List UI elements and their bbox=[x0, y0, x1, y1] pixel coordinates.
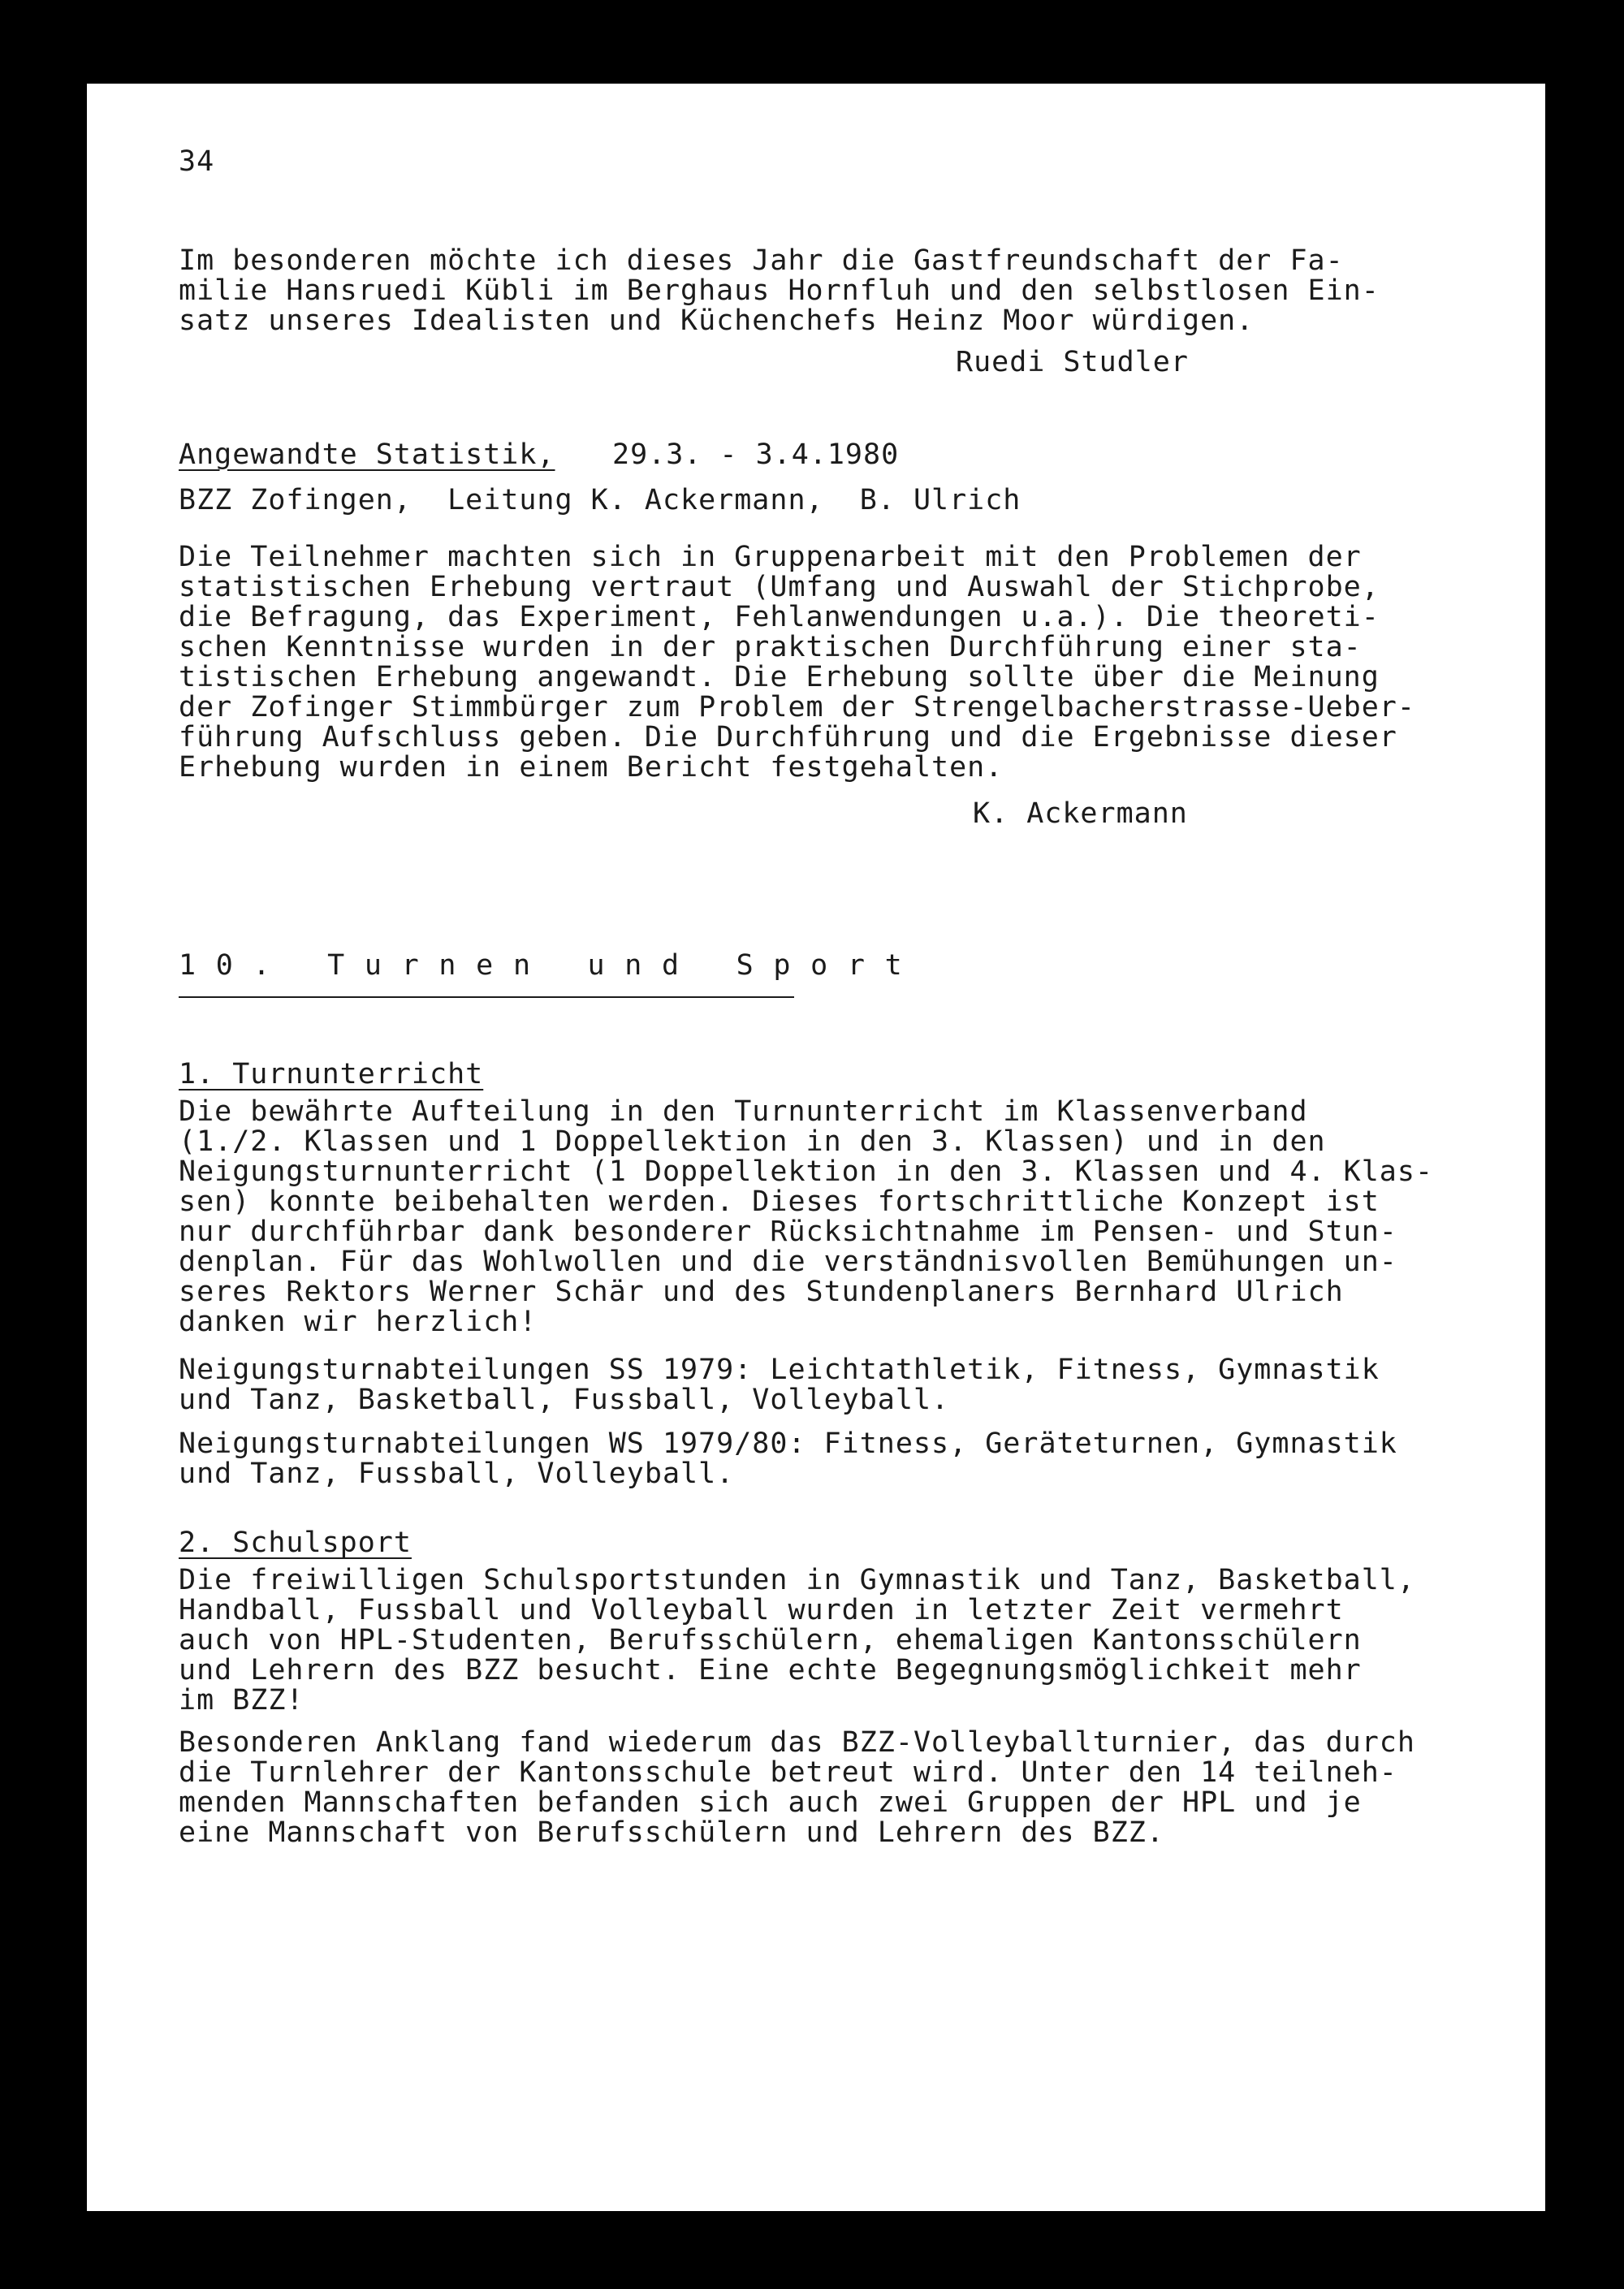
statistik-dates: 29.3. - 3.4.1980 bbox=[612, 438, 900, 471]
paragraph-line: und Lehrern des BZZ besucht. Eine echte Begegnungsmöglichkeit mehr bbox=[179, 1654, 1362, 1687]
paragraph-line: schen Kenntnisse wurden in der praktischen Durchführung einer sta- bbox=[179, 631, 1362, 663]
paragraph-line: menden Mannschaften befanden sich auch zwei Gruppen der HPL und je bbox=[179, 1786, 1362, 1819]
paragraph-line: eine Mannschaft von Berufsschülern und Lehrern des BZZ. bbox=[179, 1816, 1164, 1849]
paragraph-line: Die freiwilligen Schulsportstunden in Gymnastik und Tanz, Basketball, bbox=[179, 1564, 1415, 1596]
paragraph-line: Die Teilnehmer machten sich in Gruppenarbeit mit den Problemen der bbox=[179, 541, 1362, 573]
paragraph-line: Handball, Fussball und Volleyball wurden in letzter Zeit vermehrt bbox=[179, 1594, 1344, 1626]
studler-paragraph bbox=[179, 246, 1380, 336]
paragraph-line: Besonderen Anklang fand wiederum das BZZ-Volleyballturnier, das durch bbox=[179, 1726, 1415, 1759]
turnunterricht-paragraph bbox=[179, 1097, 1433, 1337]
paragraph-line: nur durchführbar dank besonderer Rücksichtnahme im Pensen- und Stun- bbox=[179, 1216, 1397, 1248]
paragraph-line: im BZZ! bbox=[179, 1684, 304, 1717]
paragraph-line: der Zofinger Stimmbürger zum Problem der Strengelbacherstrasse-Ueber- bbox=[179, 691, 1415, 723]
paragraph-line: Die bewährte Aufteilung in den Turnunterricht im Klassenverband bbox=[179, 1095, 1308, 1128]
paragraph-line: Im besonderen möchte ich dieses Jahr die Gastfreundschaft der Fa- bbox=[179, 244, 1344, 277]
paragraph-line: Neigungsturnabteilungen WS 1979/80: Fitness, Geräteturnen, Gymnastik bbox=[179, 1427, 1397, 1460]
signature-ackermann: K. Ackermann bbox=[973, 797, 1188, 830]
paragraph-line: seres Rektors Werner Schär und des Stundenplaners Bernhard Ulrich bbox=[179, 1276, 1344, 1308]
turnunterricht-heading: 1. Turnunterricht bbox=[179, 1058, 484, 1091]
paragraph-line: sen) konnte beibehalten werden. Dieses fortschrittliche Konzept ist bbox=[179, 1186, 1380, 1218]
document-page bbox=[87, 84, 1545, 2211]
paragraph-line: auch von HPL-Studenten, Berufsschülern, ehemaligen Kantonsschülern bbox=[179, 1624, 1362, 1656]
paragraph-line: satz unseres Idealisten und Küchenchefs Heinz Moor würdigen. bbox=[179, 304, 1255, 337]
paragraph-line: Neigungsturnunterricht (1 Doppellektion in den 3. Klassen und 4. Klas- bbox=[179, 1155, 1434, 1188]
paragraph-line: tistischen Erhebung angewandt. Die Erhebung sollte über die Meinung bbox=[179, 661, 1380, 693]
ss-paragraph bbox=[179, 1355, 1380, 1415]
statistik-title: Angewandte Statistik, bbox=[179, 438, 555, 471]
chapter-heading-rule bbox=[179, 996, 794, 998]
signature-studler: Ruedi Studler bbox=[956, 346, 1189, 378]
paragraph-line: danken wir herzlich! bbox=[179, 1306, 538, 1338]
paragraph-line: und Tanz, Basketball, Fussball, Volleyball. bbox=[179, 1384, 950, 1416]
schulsport-heading: 2. Schulsport bbox=[179, 1527, 412, 1559]
ws-paragraph bbox=[179, 1429, 1397, 1489]
paragraph-line: führung Aufschluss geben. Die Durchführung und die Ergebnisse dieser bbox=[179, 721, 1397, 754]
chapter-heading: 10. Turnen und Sport bbox=[179, 949, 922, 982]
paragraph-line: die Turnlehrer der Kantonsschule betreut wird. Unter den 14 teilneh- bbox=[179, 1756, 1397, 1789]
page-number: 34 bbox=[179, 145, 215, 178]
paragraph-line: (1./2. Klassen und 1 Doppellektion in den 3. Klassen) und in den bbox=[179, 1125, 1326, 1158]
paragraph-line: milie Hansruedi Kübli im Berghaus Hornfluh und den selbstlosen Ein- bbox=[179, 274, 1380, 307]
schulsport-paragraph bbox=[179, 1566, 1415, 1716]
paragraph-line: statistischen Erhebung vertraut (Umfang und Auswahl der Stichprobe, bbox=[179, 571, 1380, 603]
paragraph-line: die Befragung, das Experiment, Fehlanwendungen u.a.). Die theoreti- bbox=[179, 601, 1380, 633]
statistik-location: BZZ Zofingen, Leitung K. Ackermann, B. Ulrich bbox=[179, 484, 1021, 516]
paragraph-line: und Tanz, Fussball, Volleyball. bbox=[179, 1458, 735, 1490]
paragraph-line: Neigungsturnabteilungen SS 1979: Leichtathletik, Fitness, Gymnastik bbox=[179, 1354, 1380, 1386]
paragraph-line: denplan. Für das Wohlwollen und die verständnisvollen Bemühungen un- bbox=[179, 1246, 1397, 1278]
volleyball-paragraph bbox=[179, 1728, 1415, 1848]
paragraph-line: Erhebung wurden in einem Bericht festgehalten. bbox=[179, 751, 1004, 784]
statistik-paragraph bbox=[179, 542, 1415, 783]
